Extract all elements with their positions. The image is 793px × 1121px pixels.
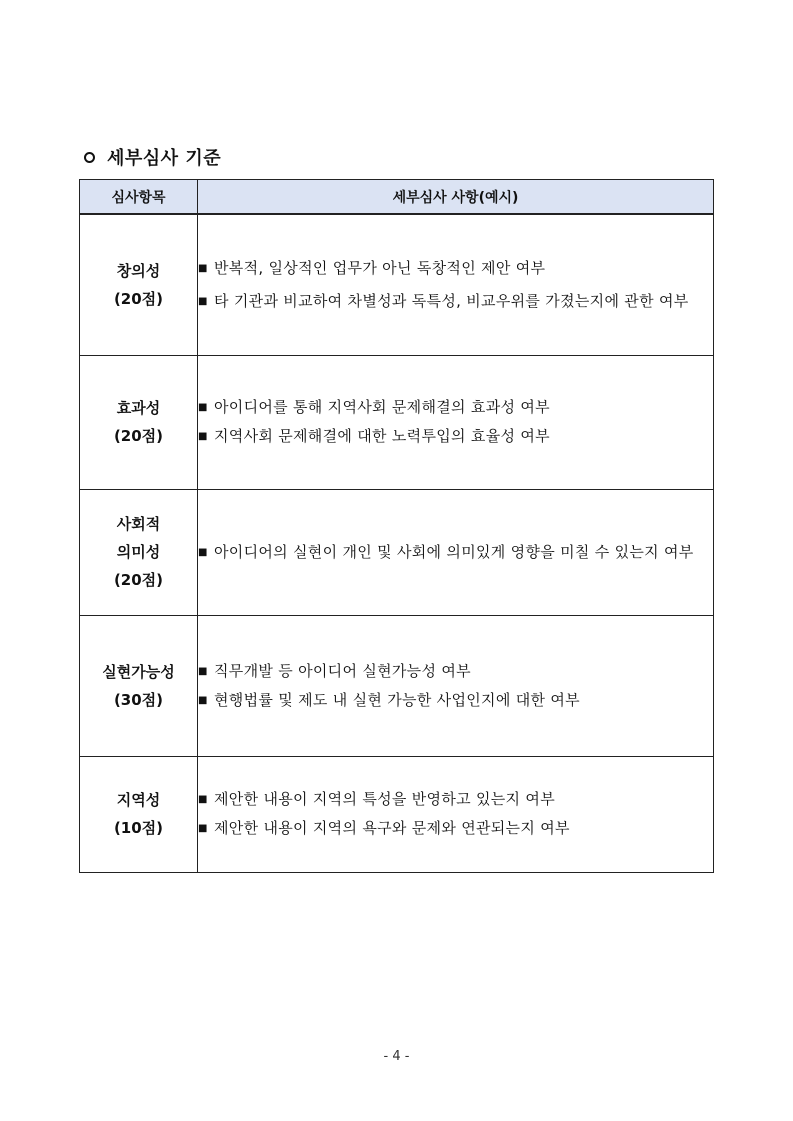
criterion-score: (20점)	[113, 289, 164, 308]
square-bullet-icon: ■	[198, 431, 208, 442]
header-detail: 세부심사 사항(예시)	[198, 180, 714, 215]
criterion-label: 효과성	[116, 399, 161, 417]
criterion-details	[198, 355, 714, 489]
detail-item: ■ 반복적, 일상적인 업무가 아닌 독창적인 제안 여부	[198, 254, 713, 283]
table-row	[80, 756, 714, 872]
criterion-score: (20점)	[113, 427, 164, 445]
criterion-score: (10점)	[113, 819, 164, 837]
detail-item: ■ 지역사회 문제해결에 대한 노력투입의 효율성 여부	[198, 422, 713, 451]
criterion-details	[198, 489, 714, 615]
criterion-details	[198, 214, 714, 355]
table-row	[80, 615, 714, 756]
criterion-label: 사회적	[116, 515, 161, 533]
criterion-details	[198, 756, 714, 872]
detail-item: ■ 직무개발 등 아이디어 실현가능성 여부	[198, 657, 713, 686]
page-number: - 4 -	[383, 1049, 410, 1064]
table-row	[80, 489, 714, 615]
square-bullet-icon: ■	[198, 794, 208, 805]
square-bullet-icon: ■	[198, 546, 208, 558]
detail-item: ■ 아이디어를 통해 지역사회 문제해결의 효과성 여부	[198, 393, 713, 422]
square-bullet-icon: ■	[198, 295, 208, 307]
criterion-name	[80, 214, 198, 355]
header-item: 심사항목	[80, 180, 198, 215]
section-title: 세부심사 기준	[107, 148, 222, 169]
square-bullet-icon: ■	[198, 665, 208, 677]
square-bullet-icon: ■	[198, 262, 208, 274]
criterion-label: 창의성	[116, 261, 161, 280]
square-bullet-icon: ■	[198, 694, 208, 706]
criterion-name	[80, 615, 198, 756]
table-header-row	[80, 180, 714, 215]
criterion-label: 의미성	[116, 543, 161, 561]
criterion-name	[80, 489, 198, 615]
circle-bullet-icon	[84, 152, 95, 163]
criterion-details	[198, 615, 714, 756]
section-heading	[84, 144, 221, 170]
criterion-name	[80, 756, 198, 872]
criterion-score: (20점)	[113, 571, 164, 589]
criteria-table	[79, 179, 714, 873]
square-bullet-icon: ■	[198, 823, 208, 834]
table-row	[80, 214, 714, 355]
criterion-score: (30점)	[113, 690, 164, 709]
detail-item: ■ 제안한 내용이 지역의 욕구와 문제와 연관되는지 여부	[198, 814, 713, 843]
detail-item: ■ 아이디어의 실현이 개인 및 사회에 의미있게 영향을 미칠 수 있는지 여부	[198, 538, 713, 567]
criterion-label: 지역성	[116, 791, 161, 809]
detail-item: ■ 현행법률 및 제도 내 실현 가능한 사업인지에 대한 여부	[198, 686, 713, 715]
table-row	[80, 355, 714, 489]
square-bullet-icon: ■	[198, 402, 208, 413]
criterion-label: 실현가능성	[102, 662, 175, 681]
criterion-name	[80, 355, 198, 489]
detail-item: ■ 타 기관과 비교하여 차별성과 독특성, 비교우위를 가졌는지에 관한 여부	[198, 287, 713, 316]
detail-item: ■ 제안한 내용이 지역의 특성을 반영하고 있는지 여부	[198, 785, 713, 814]
